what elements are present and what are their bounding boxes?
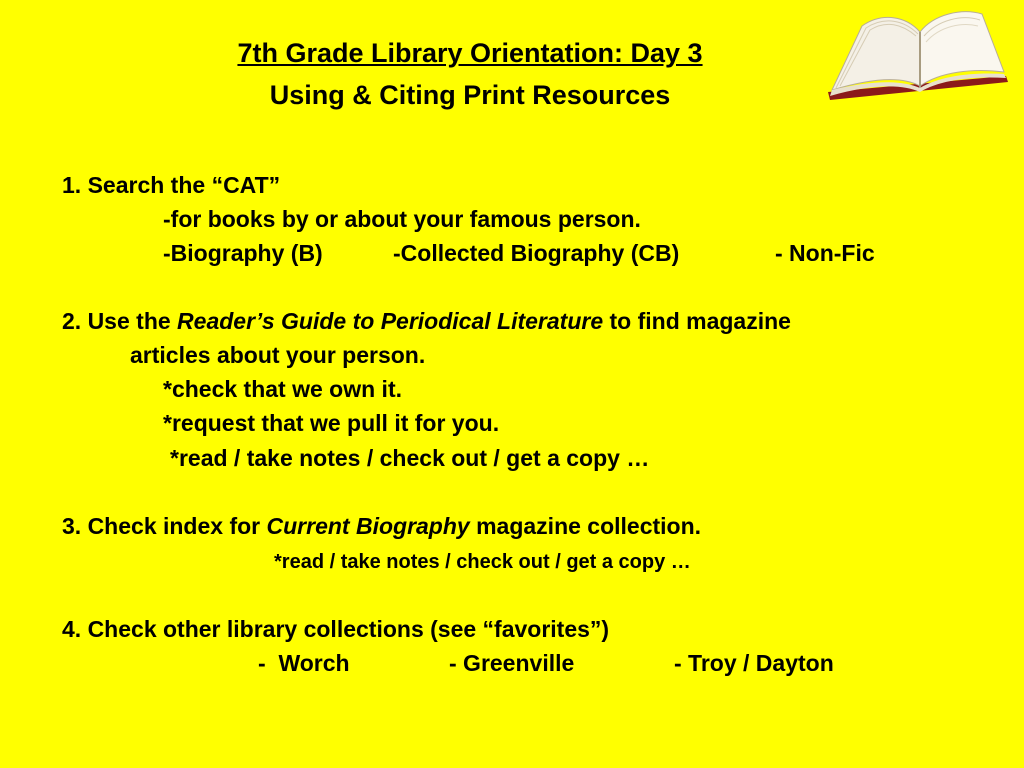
item-4-heading: 4. Check other library collections (see “favorites”) <box>62 616 610 642</box>
item-2-sub-2: *request that we pull it for you. <box>163 410 500 436</box>
item-2-sub-3: *read / take notes / check out / get a copy … <box>170 445 650 471</box>
item-4-location-troy-dayton: - Troy / Dayton <box>674 650 834 676</box>
item-3-suffix: magazine collection. <box>469 513 702 539</box>
item-3-heading <box>62 511 701 541</box>
item-1-sub-2a: -Biography (B) <box>163 240 323 266</box>
item-2-sub-1: *check that we own it. <box>163 376 402 402</box>
item-2-heading <box>62 306 791 336</box>
item-1-sub-2c: - Non-Fic <box>775 240 875 266</box>
item-2-suffix: to find magazine <box>603 308 791 334</box>
item-3-prefix: 3. Check index for <box>62 513 267 539</box>
item-1-sub-2b: -Collected Biography (CB) <box>393 240 680 266</box>
slide-title: 7th Grade Library Orientation: Day 3 <box>237 38 703 68</box>
item-2-continuation: articles about your person. <box>130 342 426 368</box>
open-book-icon <box>822 6 1014 102</box>
item-4-location-worch: - Worch <box>258 650 350 676</box>
item-2-italic-title: Reader’s Guide to Periodical Literature <box>177 308 604 334</box>
item-1-sub-1: -for books by or about your famous person. <box>163 206 641 232</box>
item-4-location-greenville: - Greenville <box>449 650 575 676</box>
slide-subtitle: Using & Citing Print Resources <box>269 80 671 110</box>
item-2-prefix: 2. Use the <box>62 308 178 334</box>
item-1-heading: 1. Search the “CAT” <box>62 172 281 198</box>
item-3-italic-title: Current Biography <box>266 513 470 539</box>
item-3-sub-1: *read / take notes / check out / get a copy … <box>274 551 691 573</box>
